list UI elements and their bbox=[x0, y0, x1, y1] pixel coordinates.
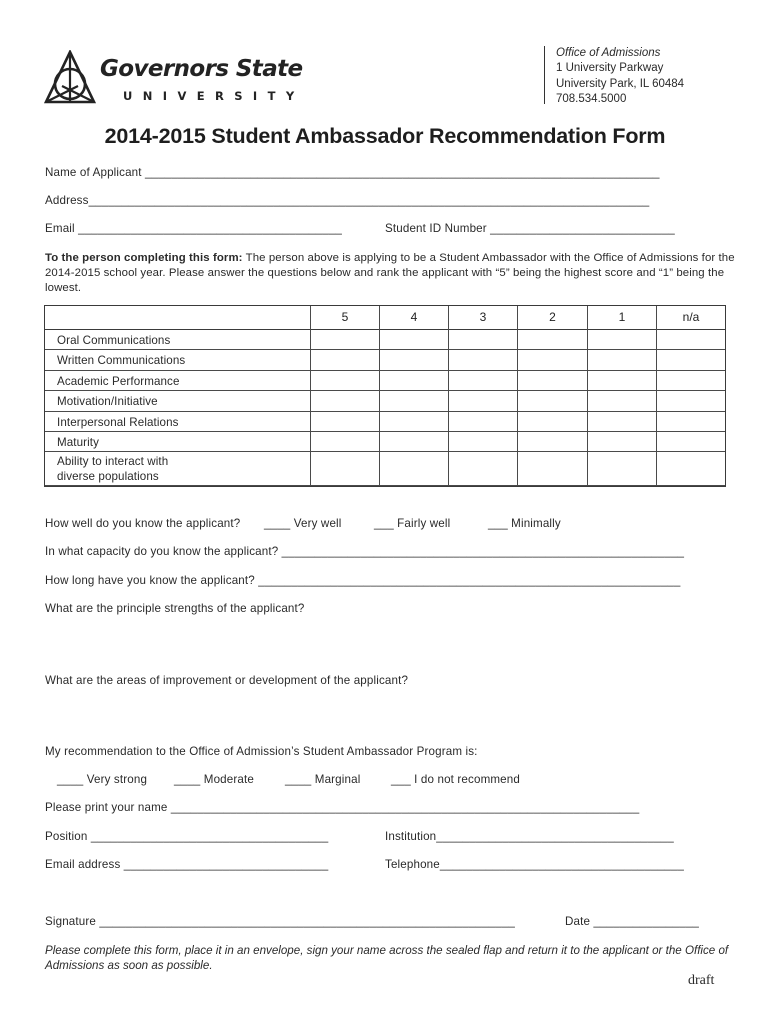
rating-label: Motivation/Initiative bbox=[57, 395, 158, 408]
rating-table bbox=[44, 305, 726, 487]
instructions bbox=[45, 251, 735, 295]
instructions-lead: To the person completing this form: bbox=[45, 252, 243, 264]
very-well-option[interactable]: ____ Very well bbox=[264, 517, 342, 530]
rating-header-5: 5 bbox=[310, 306, 379, 329]
institution-field[interactable]: Institution____________________________________ bbox=[385, 830, 674, 843]
office-phone: 708.534.5000 bbox=[556, 93, 627, 106]
rating-row bbox=[45, 391, 725, 412]
rating-label: Academic Performance bbox=[57, 375, 180, 388]
strengths-question[interactable]: What are the principle strengths of the applicant? bbox=[45, 602, 305, 615]
draft-label: draft bbox=[688, 973, 715, 988]
rating-header-3: 3 bbox=[448, 306, 517, 329]
rating-header-2: 2 bbox=[517, 306, 587, 329]
rating-column-divider bbox=[379, 329, 380, 486]
signature-field[interactable]: Signature _______________________________________________________________ bbox=[45, 915, 516, 928]
office-name: Office of Admissions bbox=[556, 47, 661, 59]
telephone-field[interactable]: Telephone_____________________________________ bbox=[385, 858, 684, 871]
rating-row bbox=[45, 452, 725, 486]
how-long-field[interactable]: How long have you know the applicant? ________________________________________________________________ bbox=[45, 574, 681, 587]
know-applicant-question: How well do you know the applicant? bbox=[45, 517, 241, 530]
governors-state-emblem-icon bbox=[44, 50, 96, 106]
applicant-address-field[interactable]: Address_____________________________________________________________________________________ bbox=[45, 194, 650, 207]
rating-label: Ability to interact with diverse populations bbox=[57, 455, 169, 483]
rating-label: Oral Communications bbox=[57, 334, 171, 347]
university-logo bbox=[44, 50, 344, 110]
rating-column-divider bbox=[448, 329, 449, 486]
rating-label: Maturity bbox=[57, 436, 100, 449]
rating-row bbox=[45, 371, 725, 391]
rating-column-divider bbox=[656, 329, 657, 486]
position-field[interactable]: Position ____________________________________ bbox=[45, 830, 329, 843]
rating-header-4: 4 bbox=[379, 306, 448, 329]
rating-label: Interpersonal Relations bbox=[57, 416, 179, 429]
applicant-email-field[interactable]: Email ________________________________________ bbox=[45, 222, 343, 235]
office-city: University Park, IL 60484 bbox=[556, 77, 685, 90]
improvement-question[interactable]: What are the areas of improvement or development of the applicant? bbox=[45, 674, 409, 687]
rating-column-divider bbox=[517, 329, 518, 486]
office-address-block bbox=[544, 46, 684, 104]
rating-column-divider bbox=[310, 329, 311, 486]
rating-header-1: 1 bbox=[587, 306, 656, 329]
rating-row bbox=[45, 432, 725, 452]
very-strong-option[interactable]: ____ Very strong bbox=[57, 773, 148, 786]
moderate-option[interactable]: ____ Moderate bbox=[174, 773, 254, 786]
office-street: 1 University Parkway bbox=[556, 62, 664, 75]
capacity-field[interactable]: In what capacity do you know the applicant? _____________________________________________________________ bbox=[45, 545, 685, 558]
minimally-option[interactable]: ___ Minimally bbox=[488, 517, 561, 530]
applicant-name-field[interactable]: Name of Applicant ______________________________________________________________________________ bbox=[45, 166, 660, 179]
rating-column-divider bbox=[587, 329, 588, 486]
fairly-well-option[interactable]: ___ Fairly well bbox=[374, 517, 451, 530]
print-name-field[interactable]: Please print your name _______________________________________________________________________ bbox=[45, 801, 640, 814]
rating-row bbox=[45, 412, 725, 432]
instructions-text: The person above is applying to be a Student Ambassador with the Office of Admissions for the 2014-2015 school year. Please answer the questions below and rank the applicant with “5” being the highest score and “1” being the lowest. bbox=[45, 252, 735, 294]
recommender-email-field[interactable]: Email address _______________________________ bbox=[45, 858, 329, 871]
marginal-option[interactable]: ____ Marginal bbox=[285, 773, 361, 786]
recommendation-question: My recommendation to the Office of Admission’s Student Ambassador Program is: bbox=[45, 745, 478, 758]
rating-row bbox=[45, 330, 725, 350]
form-title: 2014-2015 Student Ambassador Recommendation Form bbox=[104, 124, 666, 148]
return-instructions: Please complete this form, place it in an envelope, sign your name across the sealed flap and return it to the applicant or the Office of Admissions as soon as possible. bbox=[45, 944, 729, 973]
logo-subtitle: UNIVERSITY bbox=[123, 89, 305, 103]
rating-label: Written Communications bbox=[57, 354, 186, 367]
logo-name: Governors State bbox=[100, 56, 303, 82]
rating-header-na: n/a bbox=[656, 306, 725, 329]
student-id-field[interactable]: Student ID Number ____________________________ bbox=[385, 222, 675, 235]
rating-row bbox=[45, 350, 725, 371]
date-field[interactable]: Date ________________ bbox=[565, 915, 700, 928]
do-not-recommend-option[interactable]: ___ I do not recommend bbox=[391, 773, 520, 786]
